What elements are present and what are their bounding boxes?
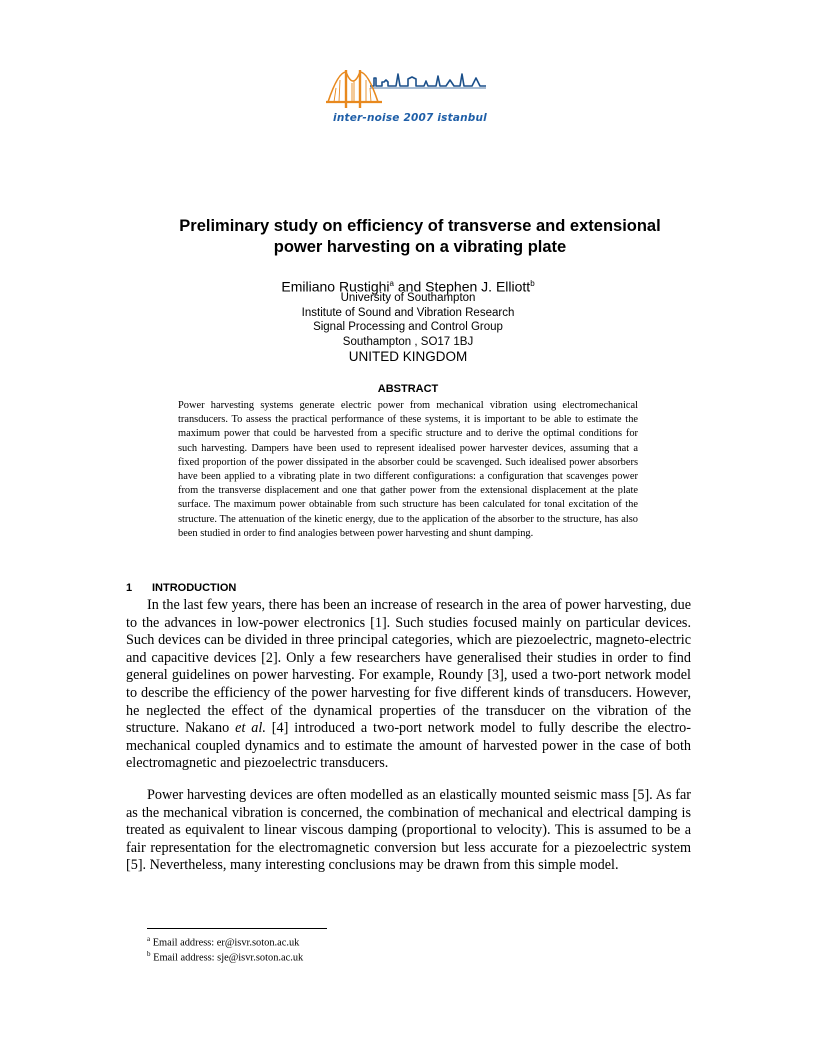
citation-emphasis: et al. [235, 720, 266, 737]
section-number: 1 [126, 582, 133, 594]
footnote-divider [147, 928, 327, 929]
author-name: Stephen J. Elliott [425, 278, 531, 295]
section-title: INTRODUCTION [152, 582, 237, 594]
paragraph-text: In the last few years, there has been an increase of research in the area of power harvesting, due to the advances in low-power electronics [1]. Such studies focused mainly on particular devices. Such devices can be divided in three principal categories, which are piezoelectric, magneto-electric and capacitive devices [2]. Only a few researchers have generalised their studies in order to find general guidelines on power harvesting. For example, Roundy [3], used a two-port network model to describe the efficiency of the power harvesting for five different kinds of transducers. However, he neglected the effect of the dynamical properties of the transducer on the vibration of the structure. Nakano [126, 597, 691, 737]
affiliation-line: Southampton , SO17 1BJ [342, 335, 474, 348]
paper-title [120, 216, 720, 258]
author-name: Emiliano Rustighi [281, 278, 390, 295]
body-paragraph [126, 597, 691, 773]
title-line: power harvesting on a vibrating plate [273, 238, 567, 256]
author-footnote-mark: a [389, 279, 394, 288]
bridge-skyline-icon [326, 66, 494, 112]
affiliation-line: University of Southampton [340, 292, 476, 304]
footnote-mark: b [147, 950, 151, 958]
section-heading [126, 582, 236, 594]
paragraph-text: [4] introduced a two-port network model to fully describe the electro-mechanical coupled dynamics and to estimate the amount of harvested power in the case of both electromagnetic and piezoelectric transducers. [126, 720, 691, 772]
footnote-text: Email address: er@isvr.soton.ac.uk [150, 937, 300, 949]
body-paragraph: Power harvesting devices are often modelled as an elastically mounted seismic mass [5]. As far as the mechanical vibration is concerned, the combination of mechanical and electrical damping is treated as equivalent to linear viscous damping (proportional to velocity). This is assumed to be a fair representation for the electromagnetic conversion but less accurate for a piezoelectric system [5]. Nevertheless, many interesting conclusions may be drawn from this simple model. [126, 787, 691, 874]
author-separator: and [393, 278, 426, 295]
affiliation-line: Institute of Sound and Vibration Research [301, 306, 515, 319]
footnote [147, 935, 299, 948]
abstract-heading: ABSTRACT [377, 383, 439, 395]
affiliation-country: UNITED KINGDOM [348, 349, 468, 364]
title-line: Preliminary study on efficiency of transverse and extensional [179, 217, 661, 235]
footnote [147, 950, 303, 963]
footnote-mark: a [147, 935, 151, 943]
logo-caption: inter-noise 2007 istanbul [333, 112, 487, 124]
conference-logo [326, 66, 494, 132]
affiliation-line: Signal Processing and Control Group [313, 321, 503, 333]
author-footnote-mark: b [530, 279, 535, 288]
abstract-text: Power harvesting systems generate electric power from mechanical vibration using electromechanical transducers. To assess the practical performance of these systems, it is important to be able to estimate the maximum power that could be harvested from a specific structure and to derive the optimal conditions for such harvesting. Dampers have been used to represent idealised power harvester devices, assuming that a fixed proportion of the power dissipated in the absorber could be scavenged. Such idealised power absorbers have been applied to a vibrating plate in two different configurations: a configuration that scavenges power from the transverse displacement and one that gather power from the extensional displacement at the plate surface. The maximum power obtainable from such structure has been calculated for tonal excitation of the structure. The attenuation of the kinetic energy, due to the application of the absorber to the structure, has also been studied in order to find analogies between power harvesting and shunt damping. [178, 400, 638, 539]
footnote-text: Email address: sje@isvr.soton.ac.uk [150, 952, 304, 964]
